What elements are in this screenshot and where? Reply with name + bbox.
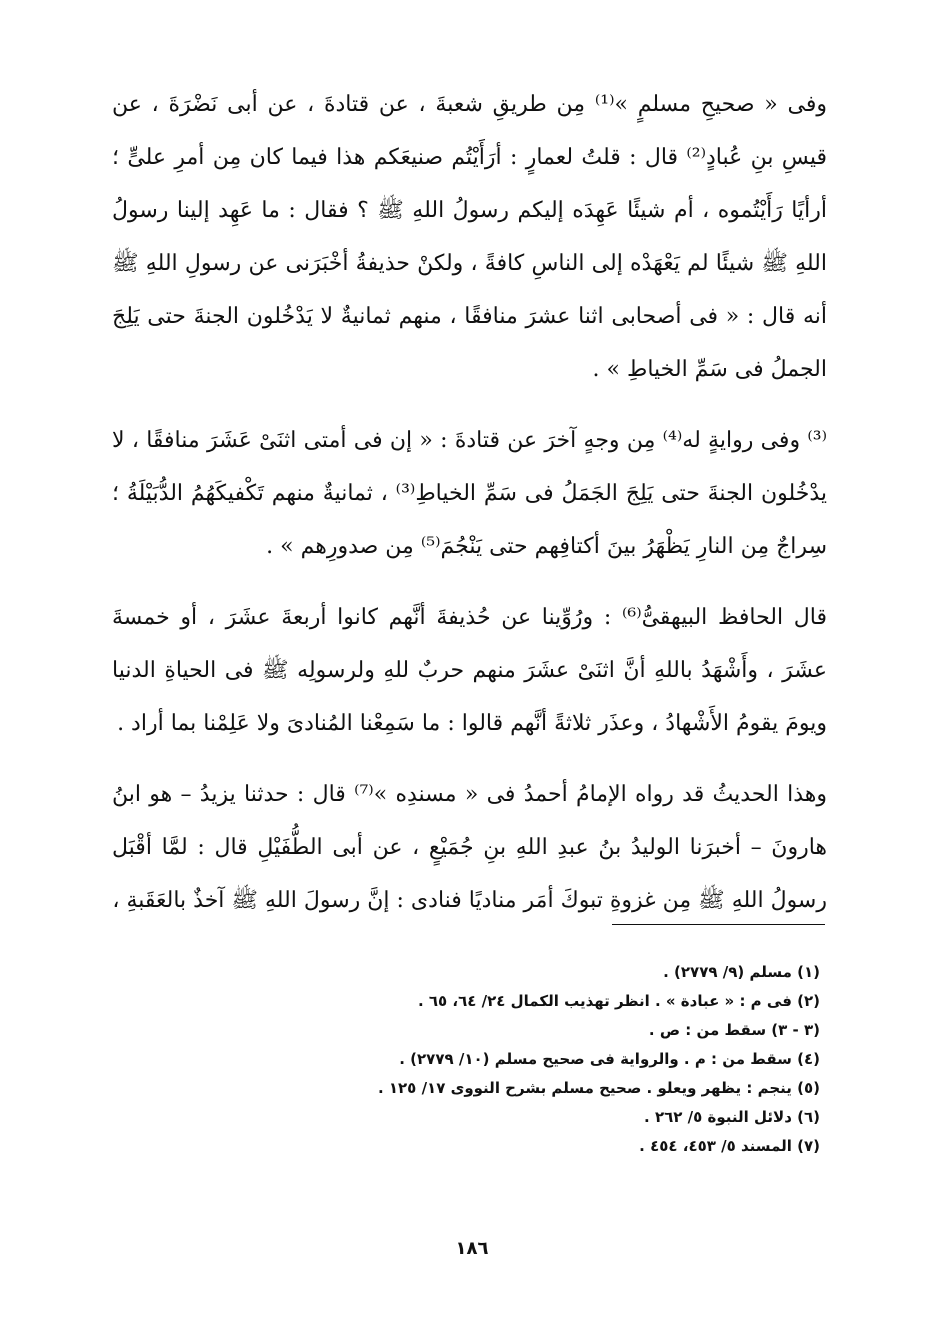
footnote-6: (٦) دلائل النبوة ٥/ ٢٦٢ . bbox=[644, 1108, 820, 1126]
footnote-5: (٥) ينجم : يظهر ويعلو . صحيح مسلم بشرح النووى ١٧/ ١٢٥ . bbox=[377, 1079, 820, 1097]
footnote-4: (٤) سقط من : م . والرواية فى صحيح مسلم (١٠/ ٢٧٧٩) . bbox=[399, 1050, 820, 1068]
footnote-3: (٣ - ٣) سقط من : ص . bbox=[648, 1021, 820, 1039]
footnote-2: (٢) فى م : « عبادة » . انظر تهذيب الكمال ٢٤/ ٦٤، ٦٥ . bbox=[417, 992, 820, 1010]
footnote-7: (٧) المسند ٥/ ٤٥٣، ٤٥٤ . bbox=[639, 1137, 820, 1155]
footnote-separator bbox=[612, 924, 825, 925]
paragraph-1: وفى « صحيحِ مسلمٍ »⁽¹⁾ مِن طريقِ شعبةَ ، عن قتادةَ ، عن أبى نَضْرَةَ ، عن قيسِ بنِ عُبادٍ⁽²⁾ قال : قلتُ لعمارٍ : أرَأَيْتُم صنيعَكم هذا فيما كان مِن أمرِ علىٍّ ؛ أرأيًا رَأَيْتُموه ، أم شيئًا عَهِدَه إليكم رسولُ اللهِ ﷺ ؟ فقال : ما عَهِد إلينا رسولُ اللهِ ﷺ شيئًا لم يَعْهَدْه إلى الناسِ كافةً ، ولكنْ حذيفةُ أخْبَرَنى عن رسولِ اللهِ ﷺ أنه قال : « فى أصحابى اثنا عشرَ منافقًا ، منهم ثمانيةٌ لا يَدْخُلون الجنةَ حتى يَلِجَ الجملُ فى سَمِّ الخياطِ » . bbox=[112, 92, 827, 382]
footnote-1: (١) مسلم (٩/ ٢٧٧٩) . bbox=[663, 963, 820, 981]
page-number: ١٨٦ bbox=[455, 1238, 489, 1259]
main-text bbox=[112, 78, 827, 945]
paragraph-3: قال الحافظ البيهقىُّ⁽⁶⁾ : ورُوِّينا عن حُذيفةَ أنَّهم كانوا أربعةَ عشَرَ ، أو خمسةَ عشَرَ ، وأَشْهَدُ باللهِ أنَّ اثنَىْ عشَرَ منهم حربٌ للهِ ولرسولِه ﷺ فى الحياةِ الدنيا ويومَ يقومُ الأَشْهادُ ، وعذَر ثلاثةً أنَّهم قالوا : ما سَمِعْنا المُنادىَ ولا عَلِمْنا بما أراد . bbox=[112, 605, 827, 736]
footnotes bbox=[300, 958, 820, 1161]
paragraph-2: ⁽³⁾ وفى روايةٍ له⁽⁴⁾ مِن وجهٍ آخرَ عن قتادةَ : « إن فى أمتى اثنَىْ عَشَرَ منافقًا ، لا يدْخُلون الجنةَ حتى يَلِجَ الجَمَلُ فى سَمِّ الخياطِ⁽³⁾ ، ثمانيةٌ منهم تَكْفيكَهُمُ الدُّبَيْلَةُ ؛ سِراجٌ مِن النارِ يَظْهَرُ بينَ أكتافِهم حتى يَنْجُمَ⁽⁵⁾ مِن صدورِهم » . bbox=[112, 428, 828, 559]
paragraph-4: وهذا الحديثُ قد رواه الإمامُ أحمدُ فى « مسندِه »⁽⁷⁾ قال : حدثنا يزيدُ – هو ابنُ هارونَ – أخبرَنا الوليدُ بنُ عبدِ اللهِ بنِ جُمَيْعٍ ، عن أبى الطُّفَيْلِ قال : لمَّا أقْبَل رسولُ اللهِ ﷺ مِن غزوةِ تبوكَ أمَر مناديًا فنادى : إنَّ رسولَ اللهِ ﷺ آخذٌ بالعَقَبةِ ، bbox=[112, 782, 827, 913]
